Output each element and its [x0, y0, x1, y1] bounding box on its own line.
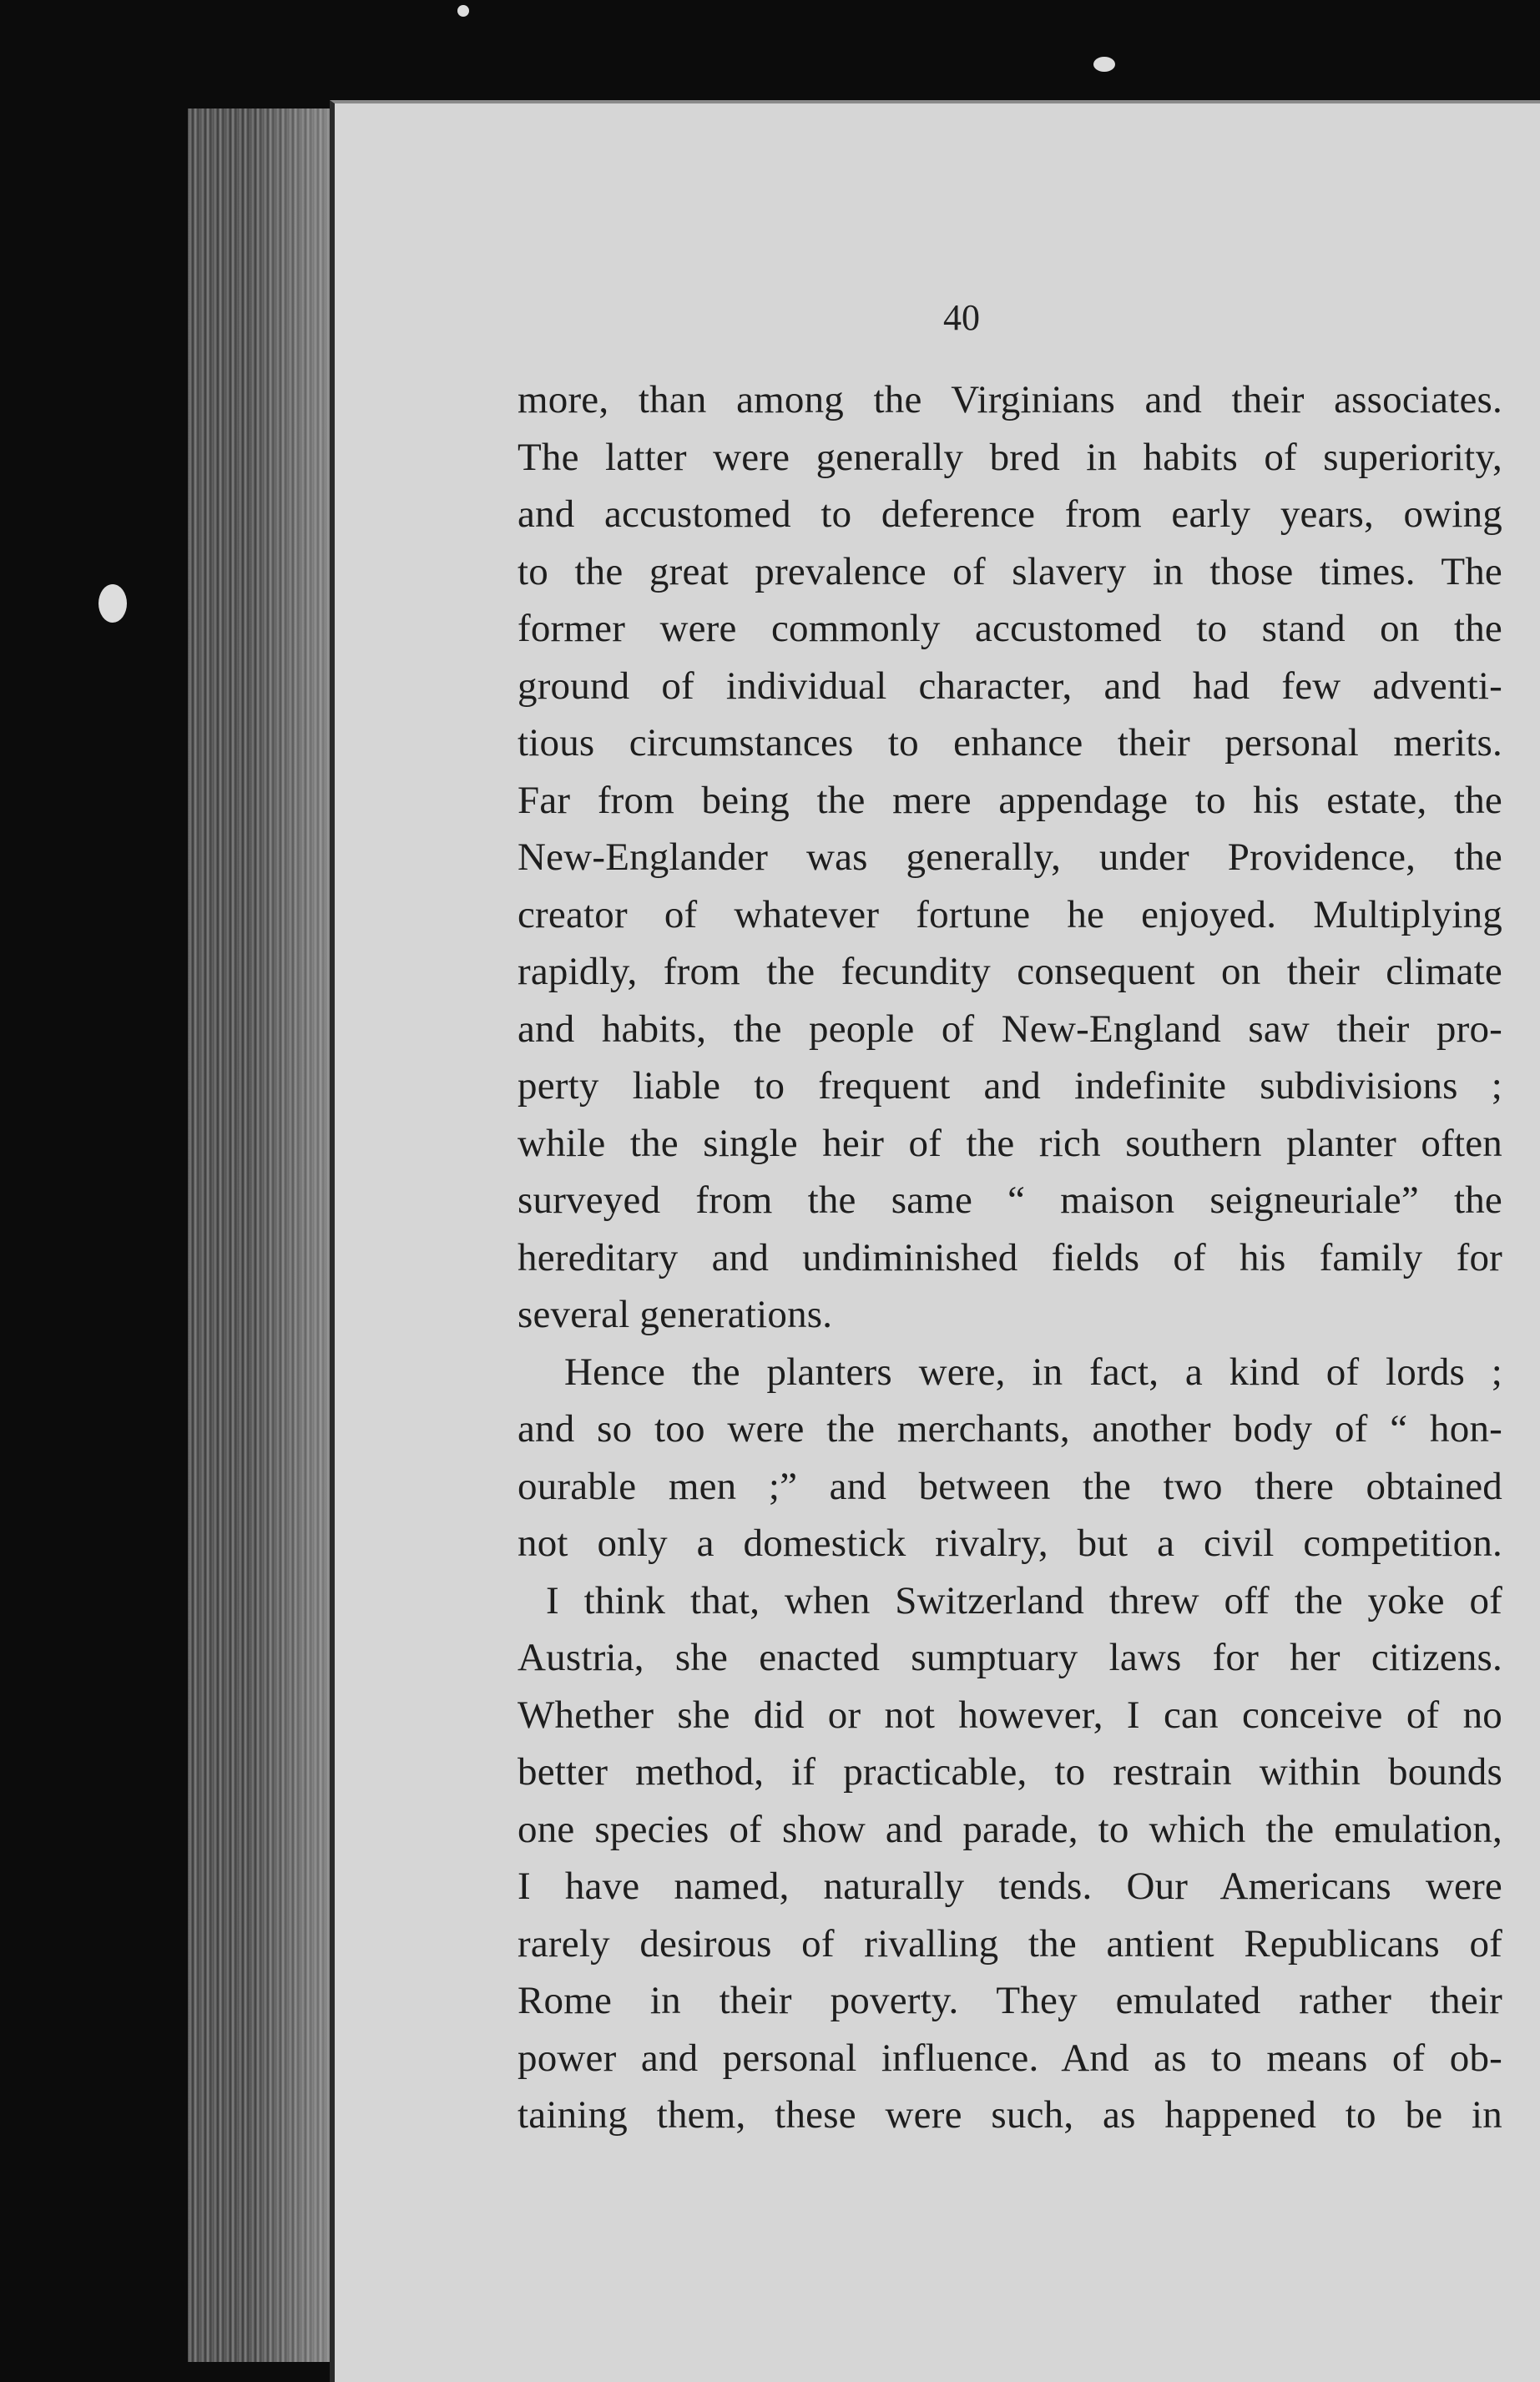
paragraph-start-line: Hence the planters were, in fact, a kind of lords ; — [564, 1350, 1502, 1394]
text-line: and accustomed to deference from early years, owing — [518, 492, 1502, 536]
paragraph-start-line: I think that, when Switzerland threw off the yoke of — [546, 1578, 1502, 1622]
text-line: hereditary and undiminished fields of his family for — [518, 1235, 1502, 1279]
text-line: I have named, naturally tends. Our Americans were — [518, 1865, 1502, 1908]
text-line: tious circumstances to enhance their personal merits. — [518, 721, 1502, 765]
text-line: Whether she did or not however, I can conceive of no — [518, 1693, 1502, 1737]
text-line: one species of show and parade, to which the emulation, — [518, 1807, 1502, 1851]
text-line: Rome in their poverty. They emulated rather their — [518, 1979, 1502, 2022]
text-line: taining them, these were such, as happened to be in — [518, 2093, 1502, 2137]
text-line: more, than among the Virginians and their associates. — [518, 378, 1502, 421]
text-line: better method, if practicable, to restrain within bounds — [518, 1750, 1502, 1794]
text-line: while the single heir of the rich southern planter often — [518, 1121, 1502, 1165]
text-line: surveyed from the same “ maison seigneuriale” the — [518, 1178, 1502, 1222]
page-body-text — [518, 371, 1502, 2144]
text-line: rarely desirous of rivalling the antient Republicans of — [518, 1921, 1502, 1966]
text-line: perty liable to frequent and indefinite subdivisions ; — [518, 1064, 1502, 1108]
text-line: power and personal influence. And as to means of ob- — [518, 2036, 1502, 2080]
text-line: and so too were the merchants, another body of “ hon- — [518, 1407, 1502, 1451]
text-line: The latter were generally bred in habits of superiority, — [518, 435, 1502, 479]
text-line: New-Englander was generally, under Providence, the — [518, 835, 1502, 879]
paragraph-end-line: not only a domestick rivalry, but a civil competition. — [518, 1522, 1502, 1565]
text-line: ourable men ;” and between the two there obtained — [518, 1464, 1502, 1508]
text-line: ground of individual character, and had few adventi- — [518, 664, 1502, 708]
text-line: Austria, she enacted sumptuary laws for her citizens. — [518, 1636, 1502, 1679]
scan-speck — [1093, 57, 1115, 72]
text-line: rapidly, from the fecundity consequent on their climate — [518, 950, 1502, 993]
page-number: 40 — [943, 297, 980, 338]
text-line: to the great prevalence of slavery in those times. The — [518, 549, 1502, 593]
text-line: creator of whatever fortune he enjoyed. Multiplying — [518, 892, 1502, 936]
text-line: and habits, the people of New-England saw their pro- — [518, 1007, 1502, 1051]
text-line: former were commonly accustomed to stand on the — [518, 607, 1502, 650]
scan-speck — [98, 584, 127, 623]
text-line: Far from being the mere appendage to his estate, the — [518, 778, 1502, 822]
paragraph-end-line: several generations. — [518, 1293, 833, 1336]
scan-speck — [457, 5, 469, 17]
